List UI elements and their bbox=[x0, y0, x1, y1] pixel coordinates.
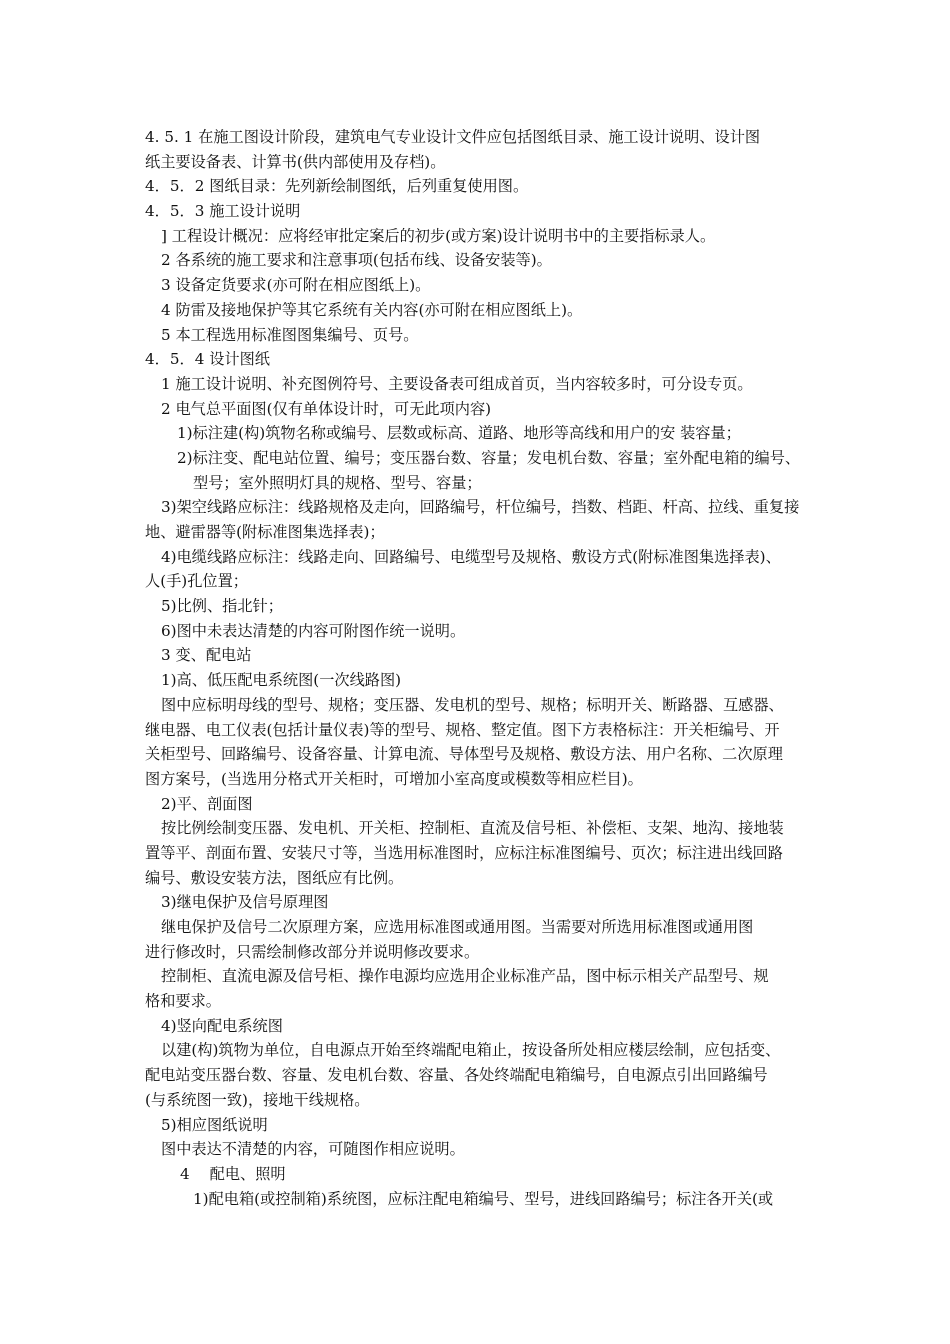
sub-item-2-line-2: 型号；室外照明灯具的规格、型号、容量； bbox=[193, 473, 482, 492]
list-item-2: 2 电气总平面图(仅有单体设计时，可无此项内容) bbox=[161, 399, 492, 418]
clause-4-5-1-line-2: 纸主要设备表、计算书(供内部使用及存档)。 bbox=[145, 152, 446, 171]
paragraph-line: 控制柜、直流电源及信号柜、操作电源均应选用企业标准产品，图中标示相关产品型号、规 bbox=[161, 967, 769, 986]
paragraph-line: (与系统图一致)，接地干线规格。 bbox=[145, 1090, 370, 1109]
section-heading-4-5-4: 4．5．4 设计图纸 bbox=[145, 350, 270, 369]
sub-heading-5: 5)相应图纸说明 bbox=[161, 1115, 268, 1134]
sub-item-5: 5)比例、指北针； bbox=[161, 597, 283, 616]
paragraph-line: 继电器、电工仪表(包括计量仪表)等的型号、规格、整定值。图下方表格标注：开关柜编号、开 bbox=[145, 720, 780, 739]
list-item-1: 1 施工设计说明、补充图例符号、主要设备表可组成首页，当内容较多时，可分设专页。 bbox=[161, 374, 753, 393]
paragraph-line: 继电保护及信号二次原理方案，应选用标准图或通用图。当需要对所选用标准图或通用图 bbox=[161, 918, 754, 936]
sub-heading-4: 4)竖向配电系统图 bbox=[161, 1016, 283, 1035]
paragraph-line: 关柜型号、回路编号、设备容量、计算电流、导体型号及规格、敷设方法、用户名称、二次原理 bbox=[145, 745, 783, 764]
sub-heading-1: 1)高、低压配电系统图(一次线路图) bbox=[161, 671, 402, 690]
sub-item-3-line-1: 3)架空线路应标注：线路规格及走向，回路编号，杆位编号，挡数、档距、杆高、拉线、重复接 bbox=[161, 498, 800, 517]
list-item-3: 3 设备定货要求(亦可附在相应图纸上)。 bbox=[161, 276, 431, 295]
paragraph-line: 图方案号，(当选用分格式开关柜时，可增加小室高度或模数等相应栏目)。 bbox=[145, 769, 643, 788]
list-item-1: ] 工程设计概况：应将经审批定案后的初步(或方案)设计说明书中的主要指标录人。 bbox=[161, 226, 716, 245]
sub-item-1: 1)配电箱(或控制箱)系统图，应标注配电箱编号、型号，进线回路编号；标注各开关(或 bbox=[193, 1189, 774, 1208]
list-item-4: 4 配电、照明 bbox=[180, 1164, 286, 1183]
section-heading-4-5-3: 4．5．3 施工设计说明 bbox=[145, 202, 301, 221]
paragraph-line: 图中应标明母线的型号、规格；变压器、发电机的型号、规格；标明开关、断路器、互感器、 bbox=[161, 695, 784, 714]
paragraph-line: 格和要求。 bbox=[145, 992, 221, 1011]
list-item-2: 2 各系统的施工要求和注意事项(包括布线、设备安装等)。 bbox=[161, 251, 552, 270]
paragraph-line: 配电站变压器台数、容量、发电机台数、容量、各处终端配电箱编号，自电源点引出回路编号 bbox=[145, 1066, 768, 1085]
sub-item-2-line-1: 2)标注变、配电站位置、编号；变压器台数、容量；发电机台数、容量；室外配电箱的编号、 bbox=[177, 448, 801, 467]
sub-item-4-line-1: 4)电缆线路应标注：线路走向、回路编号、电缆型号及规格、敷设方式(附标准图集选择表)、 bbox=[161, 547, 781, 566]
paragraph-line: 按比例绘制变压器、发电机、开关柜、控制柜、直流及信号柜、补偿柜、支架、地沟、接地装 bbox=[161, 819, 784, 838]
clause-4-5-1-line-1: 4. 5. 1 在施工图设计阶段，建筑电气专业设计文件应包括图纸目录、施工设计说明、设计图 bbox=[145, 128, 761, 146]
clause-4-5-2: 4．5．2 图纸目录：先列新绘制图纸，后列重复使用图。 bbox=[145, 177, 529, 196]
sub-item-1: 1)标注建(构)筑物名称或编号、层数或标高、道路、地形等高线和用户的安 装容量； bbox=[177, 424, 741, 443]
sub-item-3-line-2: 地、避雷器等(附标准图集选择表)； bbox=[145, 523, 385, 541]
paragraph-line: 图中表达不清楚的内容，可随图作相应说明。 bbox=[161, 1140, 465, 1159]
paragraph-line: 以建(构)筑物为单位，自电源点开始至终端配电箱止，按设备所处相应楼层绘制，应包括变、 bbox=[161, 1041, 781, 1060]
sub-heading-3: 3)继电保护及信号原理图 bbox=[161, 893, 329, 912]
list-item-4: 4 防雷及接地保护等其它系统有关内容(亦可附在相应图纸上)。 bbox=[161, 300, 583, 319]
sub-heading-2: 2)平、剖面图 bbox=[161, 794, 253, 813]
paragraph-line: 进行修改时，只需绘制修改部分并说明修改要求。 bbox=[145, 942, 480, 961]
list-item-3: 3 变、配电站 bbox=[161, 646, 252, 665]
paragraph-line: 编号、敷设安装方法，图纸应有比例。 bbox=[145, 868, 404, 887]
list-item-5: 5 本工程选用标准图图集编号、页号。 bbox=[161, 325, 419, 344]
sub-item-6: 6)图中未表达清楚的内容可附图作统一说明。 bbox=[161, 621, 466, 640]
document-body bbox=[0, 125, 950, 1211]
paragraph-line: 置等平、剖面布置、安装尺寸等，当选用标准图时，应标注标准图编号、页次；标注进出线回路 bbox=[145, 843, 783, 862]
sub-item-4-line-2: 人(手)孔位置； bbox=[145, 572, 248, 591]
